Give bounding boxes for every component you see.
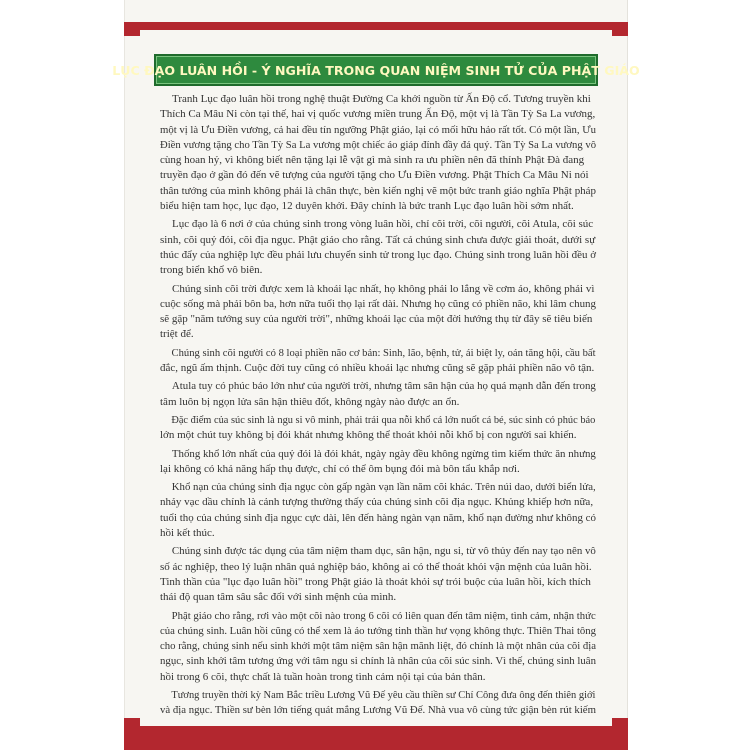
text-line: Atula tuy có phúc báo lớn như của người trời, nhưng tâm sân hận của họ quá mạnh dẫn đến trong [171,380,596,393]
text-line: Tinh thần của "lục đạo luân hồi" trong Phật giáo là thoát khỏi sự trói buộc của luân hồi, kích thích [160,575,591,588]
text-line: một vị là Ưu Điền vương, cả hai đều tín ngưỡng Phật giáo, lại có mối hữu hảo rất tốt. Có một lần, Ưu [160,123,597,136]
text-line: sinh, cõi quỷ đói, cõi địa ngục. Phật giáo cho rằng. Tất cả chúng sinh chưa được giải thoát, dưới sự [160,233,596,246]
text-line: cuộc sống mà phải bôn ba, hơn nữa tuổi thọ lại rất dài. Nhưng họ cũng có phiền não, khi lâm chung [160,297,596,310]
paragraph [160,346,596,377]
text-line: cùng hoan hỷ, vì không biết nên tặng lại lễ vật gì mà sinh ra ưu phiền nên đã thỉnh Phật Đà đang [160,154,585,167]
text-line: đắc, ngũ ấm thịnh. Cuộc đời tuy cũng có nhiều khoái lạc nhưng cũng sẽ gặp phải phiền não vô tận. [160,362,595,375]
title-banner [112,54,640,86]
top-border-inner [140,30,612,36]
paragraph [160,413,596,444]
text-line: và địa ngục. Thiền sư bèn lớn tiếng quát mắng Lương Vũ Đế. Nhà vua vô cùng tức giận bèn rút kiếm [160,704,596,717]
paragraph [160,217,596,278]
text-line: Đặc điểm của súc sinh là ngu si vô minh, phải trải qua nỗi khổ cá lớn nuốt cá bé, súc sinh có phúc báo [171,413,596,426]
page-title: LỤC ĐẠO LUÂN HỒI - Ý NGHĨA TRONG QUAN NIỆM SINH TỬ CỦA PHẬT GIÁO [112,62,640,78]
text-line: ngục, sinh khởi tâm tương ứng với tâm ngu si chính là nhân của cõi súc sinh. Vì thế, chúng sinh luân [160,655,597,668]
text-line: lớn một chút tuy không bị đói khát nhưng không thể thoát khỏi nỗi khổ bị con người sai khiến. [160,429,577,442]
text-line: Phật giáo cho rằng, rơi vào một cõi nào trong 6 cõi có liên quan đến tâm niệm, tình cảm, nhận thức [171,609,596,622]
text-line: số ác nghiệp, theo lý luận nhân quả nghiệp báo, không ai có thể thoát khỏi vận mệnh của luân hồi. [160,560,592,573]
text-line: Thống khổ lớn nhất của quỷ đói là đói khát, ngày ngày đều không ngừng tìm kiếm thức ăn nhưng [171,447,596,460]
text-line: cho rằng, chúng sinh nếu sinh khởi một tâm niệm sân hận mãnh liệt, đó chính là một nhân của cõi địa [160,640,597,653]
text-line: triệt để. [160,328,194,341]
text-line: hồi kết thúc. [160,527,215,540]
text-line: Tranh Lục đạo luân hồi trong nghệ thuật Đường Ca khởi nguồn từ Ấn Độ cổ. Tương truyền khi [172,93,591,105]
paragraph [160,282,596,343]
text-line: biểu hiện tam học, lục đạo, 12 duyên khởi. Đây chính là bức tranh Lục đạo luân hồi sớm nhất. [160,200,574,213]
text-line: sẽ gặp "năm tướng suy của người trời", những khoái lạc của một đời hướng thụ từ đây sẽ tiêu biến [160,313,593,326]
text-line: nhảy vạc dầu chính là cảnh tượng thường thấy của chúng sinh cõi địa ngục. Khủng khiếp hơn nữa, [160,496,594,509]
text-line: Chúng sinh cõi trời được xem là khoái lạc nhất, họ không phải lo lắng về cơm áo, không phải vì [172,282,595,295]
paragraph [160,688,596,719]
text-line: lại không có khả năng hấp thụ được, chỉ có thể ôm bụng đói mà bôn tẩu khắp nơi. [160,462,520,475]
paragraph [160,92,596,214]
text-line: Điền vương tặng cho Tần Tỳ Sa La vương một chiếc áo giáp đính đầy đá quý. Tần Tỳ Sa La vương vô [160,138,597,151]
text-line: tuổi thọ của chúng sinh địa ngục cực dài, lên đến hàng ngàn vạn năm, khổ nạn đường như không có [160,511,597,524]
article-body [160,92,596,722]
text-line: Chúng sinh cõi người có 8 loại phiền não cơ bản: Sinh, lão, bệnh, tử, ái biệt ly, oán tăng hội, cầu bất [171,346,596,359]
text-line: thúc đẩy của nghiệp lực đều phải lưu chuyển sinh tử trong lục đạo. Chúng sinh trong luân hồi đều ở [160,248,596,261]
text-line: truyền đạo ở gần đó đến vẽ tượng của người tặng cho Ưu Điền vương. Phật Thích Ca Mâu Ni nói [160,169,589,182]
text-line: tâm luôn bị ngọn lửa sân hận thiêu đốt, không ngày nào được an ổn. [160,395,460,408]
text-line: hồi trong 6 cõi, thực chất là tuần hoàn trong tình cảm nội tại của bản thân. [160,670,486,683]
text-line: của chúng sinh. Luân hồi cũng có thể xem là ảo tướng tinh thần hư vọng không thực. Thiên Thai tông [160,624,597,637]
text-line: Lục đạo là 6 nơi ở của chúng sinh trong vòng luân hồi, chỉ cõi trời, cõi người, cõi Atula, cõi súc [172,218,594,231]
text-line: Chúng sinh được tác dụng của tâm niệm tham dục, sân hận, ngu si, từ vô thủy đến nay tạo nên vô [171,545,596,558]
text-line: trong biển khổ vô biên. [160,264,263,277]
paragraph [160,544,596,605]
paragraph [160,609,596,685]
text-line: thân tướng của mình không phải là chân thực, bèn kiến nghị vẽ một bức tranh giáo nghĩa Phật pháp [160,184,597,197]
paragraph [160,480,596,541]
text-line: Khổ nạn của chúng sinh địa ngục còn gấp ngàn vạn lần năm cõi khác. Trên núi dao, dưới biển lửa, [171,481,596,494]
text-line: Thích Ca Mâu Ni còn tại thế, hai vị quốc vương miền trung Ấn Độ, một vị là Tần Tỳ Sa La vương, [160,108,596,121]
text-line: Tương truyền thời kỳ Nam Bắc triều Lương Vũ Đế yêu cầu thiền sư Chí Công đưa ông đến thiên giới [171,688,596,701]
paragraph [160,379,596,410]
text-line: thái độ quan tâm sâu sắc đối với sinh mệnh của mình. [160,591,397,604]
paragraph [160,447,596,478]
